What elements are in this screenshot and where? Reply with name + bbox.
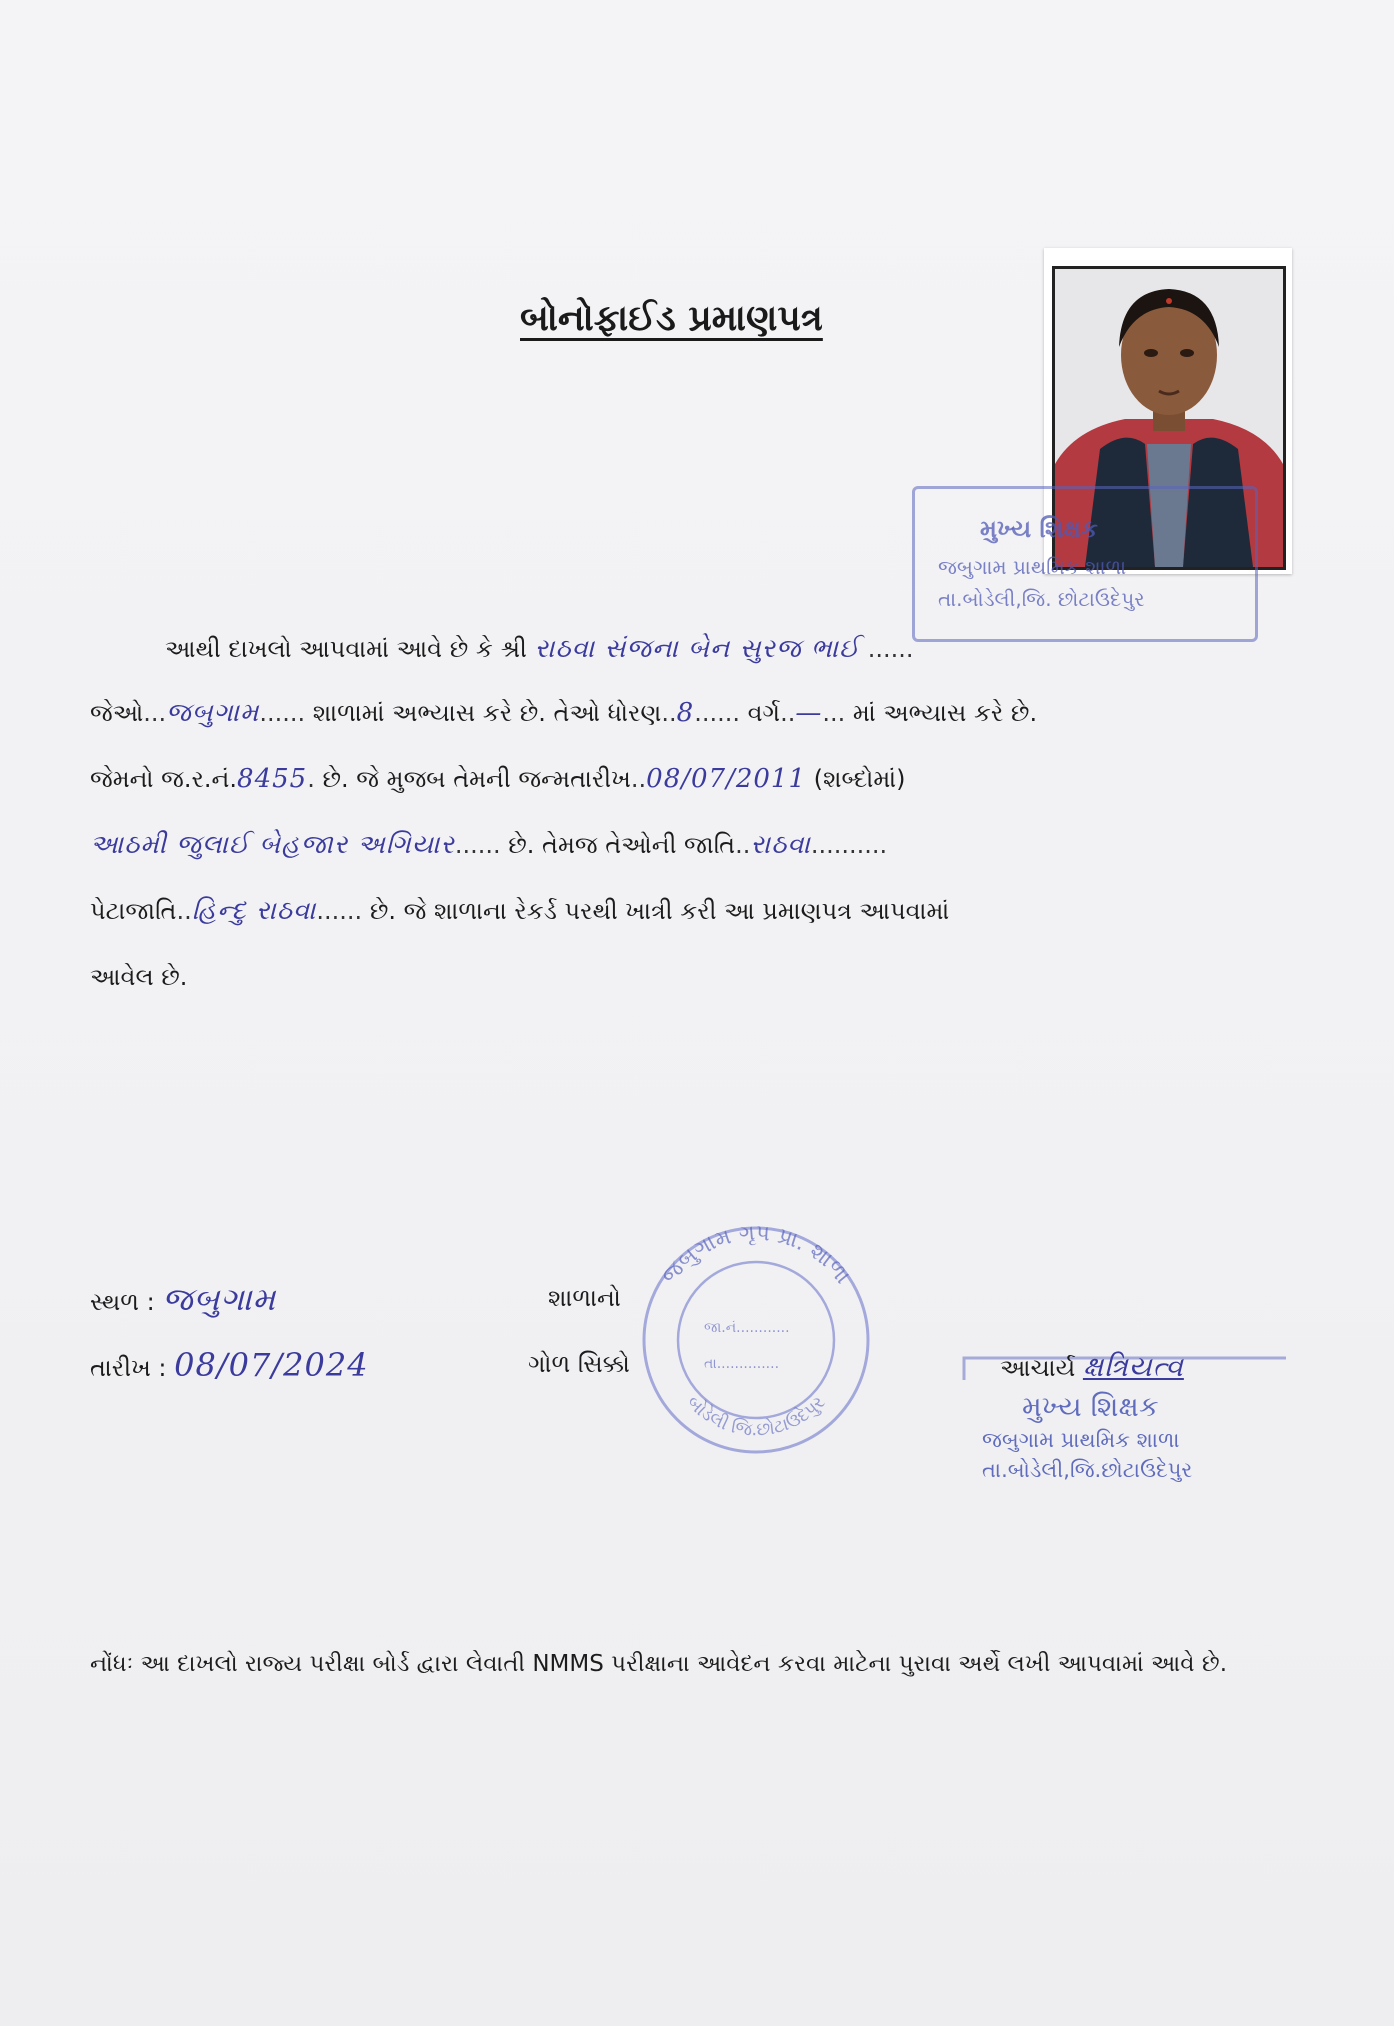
body-line-1 (165, 632, 1315, 666)
principal-label: આચાર્ય (1000, 1354, 1076, 1382)
line5-prefix: પેટાજાતિ (90, 897, 177, 925)
body-line-3: જેમનો જ.ર.નં.8455. છે. જે મુજબ તેમની જન્મતારીખ..08/07/2011 (શબ્દોમાં) (90, 764, 906, 794)
line3-prefix: જેમનો જ.ર.નં. (90, 765, 238, 793)
seal-label-1: શાળાનો (548, 1284, 621, 1312)
photo-stamp-line3: તા.બોડેલી,જિ. છોટાઉદેપુર (938, 587, 1145, 611)
place-row (90, 1280, 276, 1319)
seal-inner-line1: જા.નં............ (704, 1320, 790, 1336)
body-line-6: આવેલ છે. (90, 963, 188, 991)
division-value: — (795, 698, 823, 728)
gr-number-value: 8455 (237, 764, 308, 794)
date-row (90, 1346, 369, 1384)
birth-date-words-value: આઠમી જુલાઈ બેહજાર અગિયાર (90, 830, 455, 860)
birth-date-value: 08/07/2011 (646, 764, 807, 794)
sig-stamp-line2: જબુગામ પ્રાથમિક શાળા (982, 1428, 1180, 1452)
certificate-title: બોનોફાઈડ પ્રમાણપત્ર (520, 298, 823, 339)
sig-stamp-line1: મુખ્ય શિક્ષક (1022, 1390, 1159, 1423)
place-label: સ્થળ : (90, 1288, 155, 1316)
footer-note: નોંધઃ આ દાખલો રાજ્ય પરીક્ષા બોર્ડ દ્વારા લેવાતી NMMS પરીક્ષાના આવેદન કરવા માટેના પુરાવા અર્થે લખી આપવામાં આવે છે. (90, 1651, 1228, 1677)
student-name-value: રાઠવા સંજના બેન સુરજ ભાઈ (534, 634, 861, 664)
standard-value: 8 (676, 698, 695, 728)
line2-suffix: માં અભ્યાસ કરે છે. (852, 699, 1038, 727)
school-name-value: જબુગામ (166, 698, 260, 728)
seal-bottom-text: બોડેલી જિ.છોટાઉદેપુર (682, 1391, 830, 1441)
seal-ring-text: જબુગામ ગૃપ પ્રા. શાળા (656, 1220, 855, 1289)
place-value: જબુગામ (162, 1280, 277, 1318)
sub-caste-value: હિન્દુ રાઠવા (191, 896, 317, 926)
line1-dots: ...... (867, 635, 914, 663)
line3-mid: છે. જે મુજબ તેમની જન્મતારીખ (322, 765, 631, 793)
line1-prefix: આથી દાખલો આપવામાં આવે છે કે શ્રી (165, 635, 527, 663)
seal-inner-line2: તા.............. (704, 1356, 780, 1372)
line2-mid2: વર્ગ (747, 699, 781, 727)
principal-signature: ક્ષત્રિયત્વ (1082, 1350, 1184, 1383)
date-value: 08/07/2024 (174, 1346, 369, 1384)
date-label: તારીખ : (90, 1354, 167, 1382)
seal-label-2: ગોળ સિક્કો (528, 1350, 630, 1378)
body-line-4: આઠમી જુલાઈ બેહજાર અગિયાર...... છે. તેમજ તેઓની જાતિ..રાઠવા.......... (90, 830, 888, 860)
line5-suffix: છે. જે શાળાના રેકર્ડ પરથી ખાત્રી કરી આ પ્રમાણપત્ર આપવામાં (369, 897, 950, 925)
round-school-seal (626, 1220, 886, 1460)
line3-suffix: (શબ્દોમાં) (813, 765, 906, 793)
line2-mid: શાળામાં અભ્યાસ કરે છે. તેઓ ધોરણ (312, 699, 662, 727)
sig-stamp-line3: તા.બોડેલી,જિ.છોટાઉદેપુર (982, 1458, 1193, 1482)
caste-value: રાઠવા (750, 830, 811, 860)
photo-stamp-line1: મુખ્ય શિક્ષક (980, 515, 1098, 543)
principal-signature-block (960, 1350, 1290, 1490)
body-line-2: જેઓ...જબુગામ...... શાળામાં અભ્યાસ કરે છે. તેઓ ધોરણ..8...... વર્ગ..—... માં અભ્યાસ કરે છે. (90, 698, 1038, 728)
line4-mid: છે. તેમજ તેઓની જાતિ (508, 831, 736, 859)
body-line-5: પેટાજાતિ..હિન્દુ રાઠવા...... છે. જે શાળાના રેકર્ડ પરથી ખાત્રી કરી આ પ્રમાણપત્ર આપવામાં (90, 896, 950, 926)
photo-stamp-line2: જબુગામ પ્રાથમિક શાળા (938, 555, 1127, 579)
svg-text:જબુગામ ગૃપ પ્રા. શાળા (657, 1221, 855, 1289)
line2-prefix: જેઓ (90, 699, 144, 727)
principal-label-row (1000, 1350, 1184, 1384)
